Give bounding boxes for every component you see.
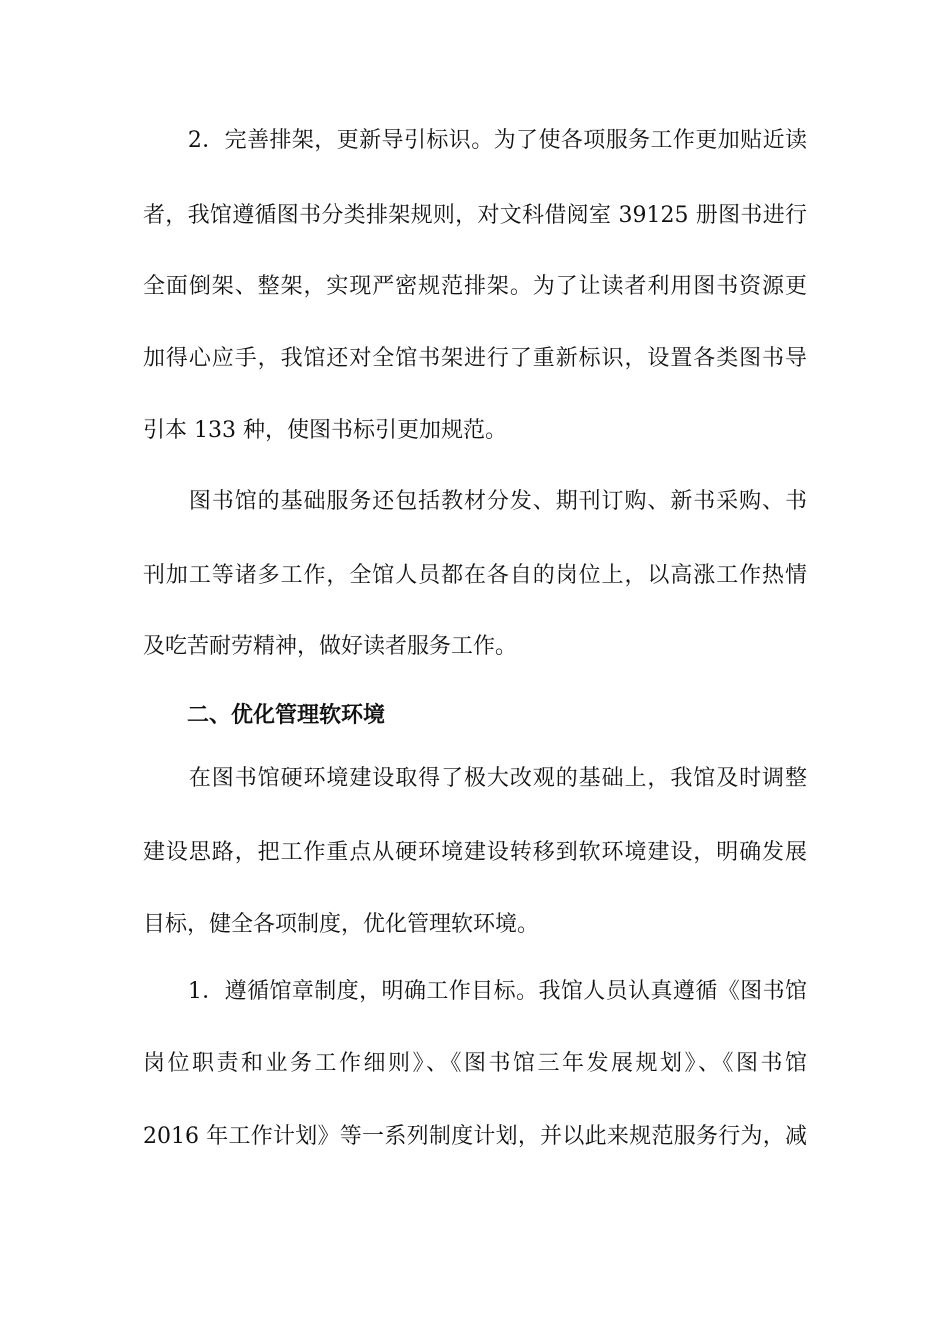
- paragraph-line: 建设思路，把工作重点从硬环境建设转移到软环境建设，明确发展: [143, 840, 807, 865]
- paragraph-line: 岗位职责和业务工作细则》、《图书馆三年发展规划》、《图书馆: [143, 1051, 807, 1076]
- paragraph-line: 1．遵循馆章制度，明确工作目标。我馆人员认真遵循《图书馆: [143, 979, 807, 1004]
- paragraph-line: 引本 133 种，使图书标引更加规范。: [143, 418, 507, 443]
- paragraph-line: 刊加工等诸多工作，全馆人员都在各自的岗位上，以高涨工作热情: [143, 563, 807, 588]
- paragraph-line: 及吃苦耐劳精神，做好读者服务工作。: [143, 634, 518, 659]
- paragraph-line: 加得心应手，我馆还对全馆书架进行了重新标识，设置各类图书导: [143, 346, 807, 371]
- paragraph-line: 2．完善排架，更新导引标识。为了使各项服务工作更加贴近读: [143, 128, 807, 153]
- section-heading: 二、优化管理软环境: [143, 703, 386, 728]
- paragraph-line: 图书馆的基础服务还包括教材分发、期刊订购、新书采购、书: [143, 489, 807, 514]
- paragraph-line: 在图书馆硬环境建设取得了极大改观的基础上，我馆及时调整: [143, 766, 807, 791]
- paragraph-line: 全面倒架、整架，实现严密规范排架。为了让读者利用图书资源更: [143, 274, 807, 299]
- paragraph-line: 2016 年工作计划》等一系列制度计划，并以此来规范服务行为，减: [143, 1124, 807, 1149]
- paragraph-line: 者，我馆遵循图书分类排架规则，对文科借阅室 39125 册图书进行: [143, 203, 807, 228]
- paragraph-line: 目标，健全各项制度，优化管理软环境。: [143, 912, 540, 937]
